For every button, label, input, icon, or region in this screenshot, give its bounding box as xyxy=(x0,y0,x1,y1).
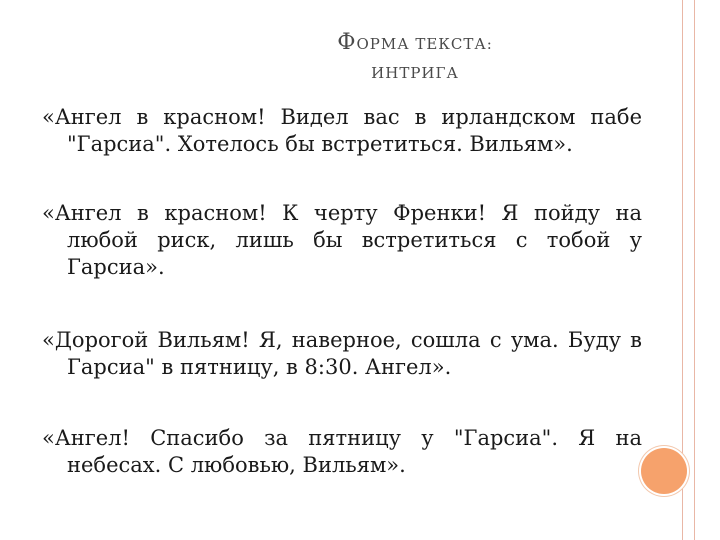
decorative-circle xyxy=(641,448,687,494)
title-rest: ОРМА ТЕКСТА: xyxy=(356,35,493,53)
title-initial: Ф xyxy=(337,30,357,55)
message-paragraph-3: «Дорогой Вильям! Я, наверное, сошла с ума. Буду в Гарсиа" в пятницу, в 8:30. Ангел». xyxy=(42,328,642,379)
slide-subtitle: ИНТРИГА xyxy=(371,64,459,82)
message-paragraph-4: «Ангел! Спасибо за пятницу у "Гарсиа". Я на небесах. С любовью, Вильям». xyxy=(42,426,642,477)
slide-title xyxy=(0,30,720,55)
message-paragraph-1: «Ангел в красном! Видел вас в ирландском пабе "Гарсиа". Хотелось бы встретиться. Вильям». xyxy=(42,105,642,156)
message-paragraph-2: «Ангел в красном! К черту Френки! Я пойду на любой риск, лишь бы встретиться с тобой у Гарсиа». xyxy=(42,201,642,279)
